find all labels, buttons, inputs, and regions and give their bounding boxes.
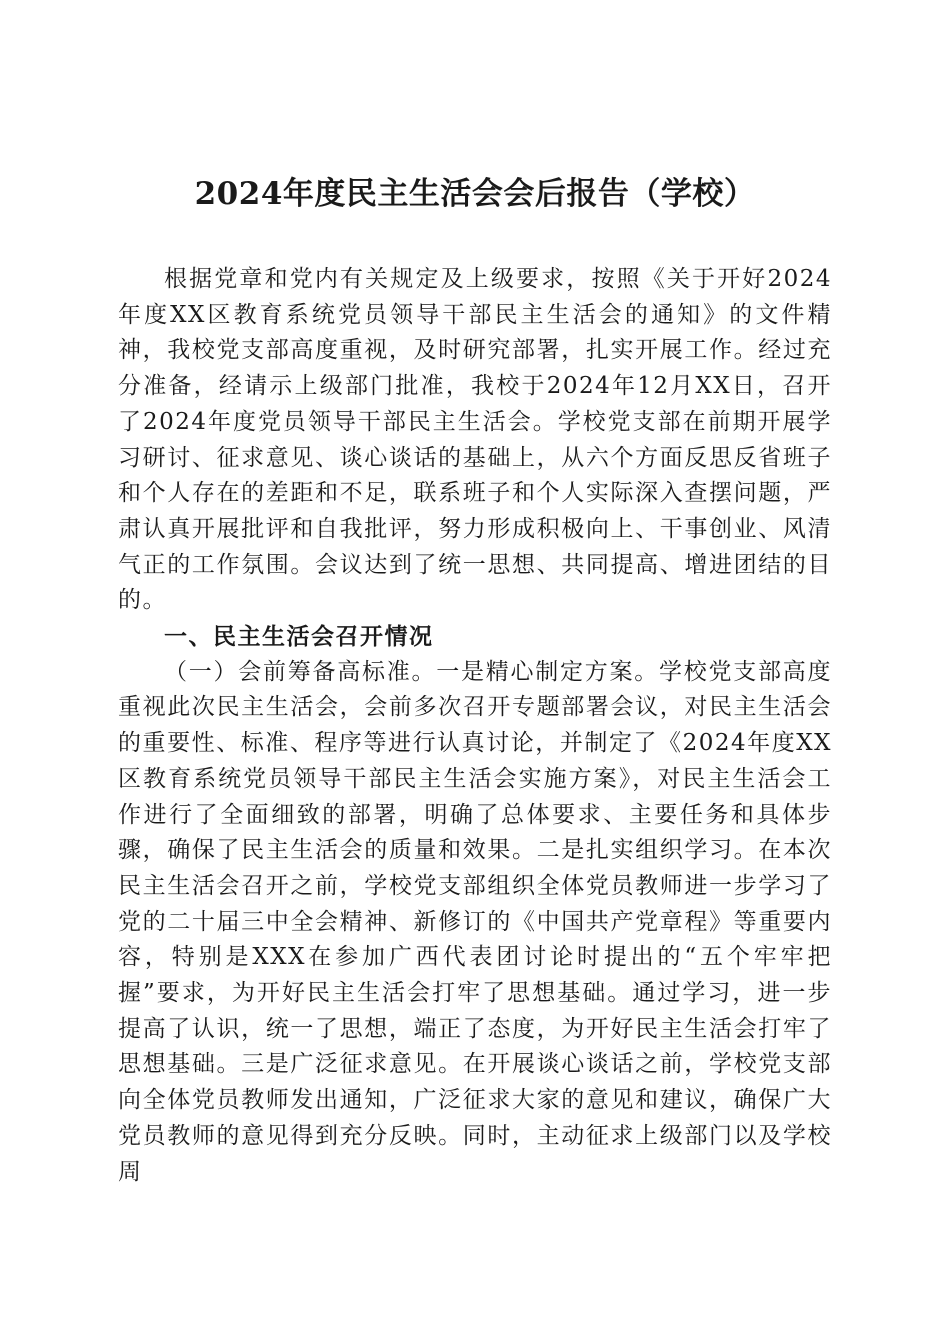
section-paragraph: （一）会前筹备高标准。一是精心制定方案。学校党支部高度重视此次民主生活会，会前多次召开专题部署会议，对民主生活会的重要性、标准、程序等进行认真讨论，并制定了《2024年度XX区教育系统党员领导干部民主生活会实施方案》，对民主生活会工作进行了全面细致的部署，明确了总体要求、主要任务和具体步骤，确保了民主生活会的质量和效果。二是扎实组织学习。在本次民主生活会召开之前，学校党支部组织全体党员教师进一步学习了党的二十届三中全会精神、新修订的《中国共产党章程》等重要内容，特别是XXX在参加广西代表团讨论时提出的“五个牢牢把握”要求，为开好民主生活会打牢了思想基础。通过学习，进一步提高了认识，统一了思想，端正了态度，为开好民主生活会打牢了思想基础。三是广泛征求意见。在开展谈心谈话之前，学校党支部向全体党员教师发出通知，广泛征求大家的意见和建议，确保广大党员教师的意见得到充分反映。同时，主动征求上级部门以及学校周 xyxy=(118,658,832,1185)
document-page xyxy=(118,170,832,1190)
intro-paragraph: 根据党章和党内有关规定及上级要求，按照《关于开好2024年度XX区教育系统党员领导干部民主生活会的通知》的文件精神，我校党支部高度重视，及时研究部署，扎实开展工作。经过充分准备，经请示上级部门批准，我校于2024年12月XX日，召开了2024年度党员领导干部民主生活会。学校党支部在前期开展学习研讨、征求意见、谈心谈话的基础上，从六个方面反思反省班子和个人存在的差距和不足，联系班子和个人实际深入查摆问题，严肃认真开展批评和自我批评，努力形成积极向上、干事创业、风清气正的工作氛围。会议达到了统一思想、共同提高、增进团结的目的。 xyxy=(118,266,832,614)
section-heading: 一、民主生活会召开情况 xyxy=(164,623,434,651)
document-title: 2024年度民主生活会会后报告（学校） xyxy=(194,176,756,212)
